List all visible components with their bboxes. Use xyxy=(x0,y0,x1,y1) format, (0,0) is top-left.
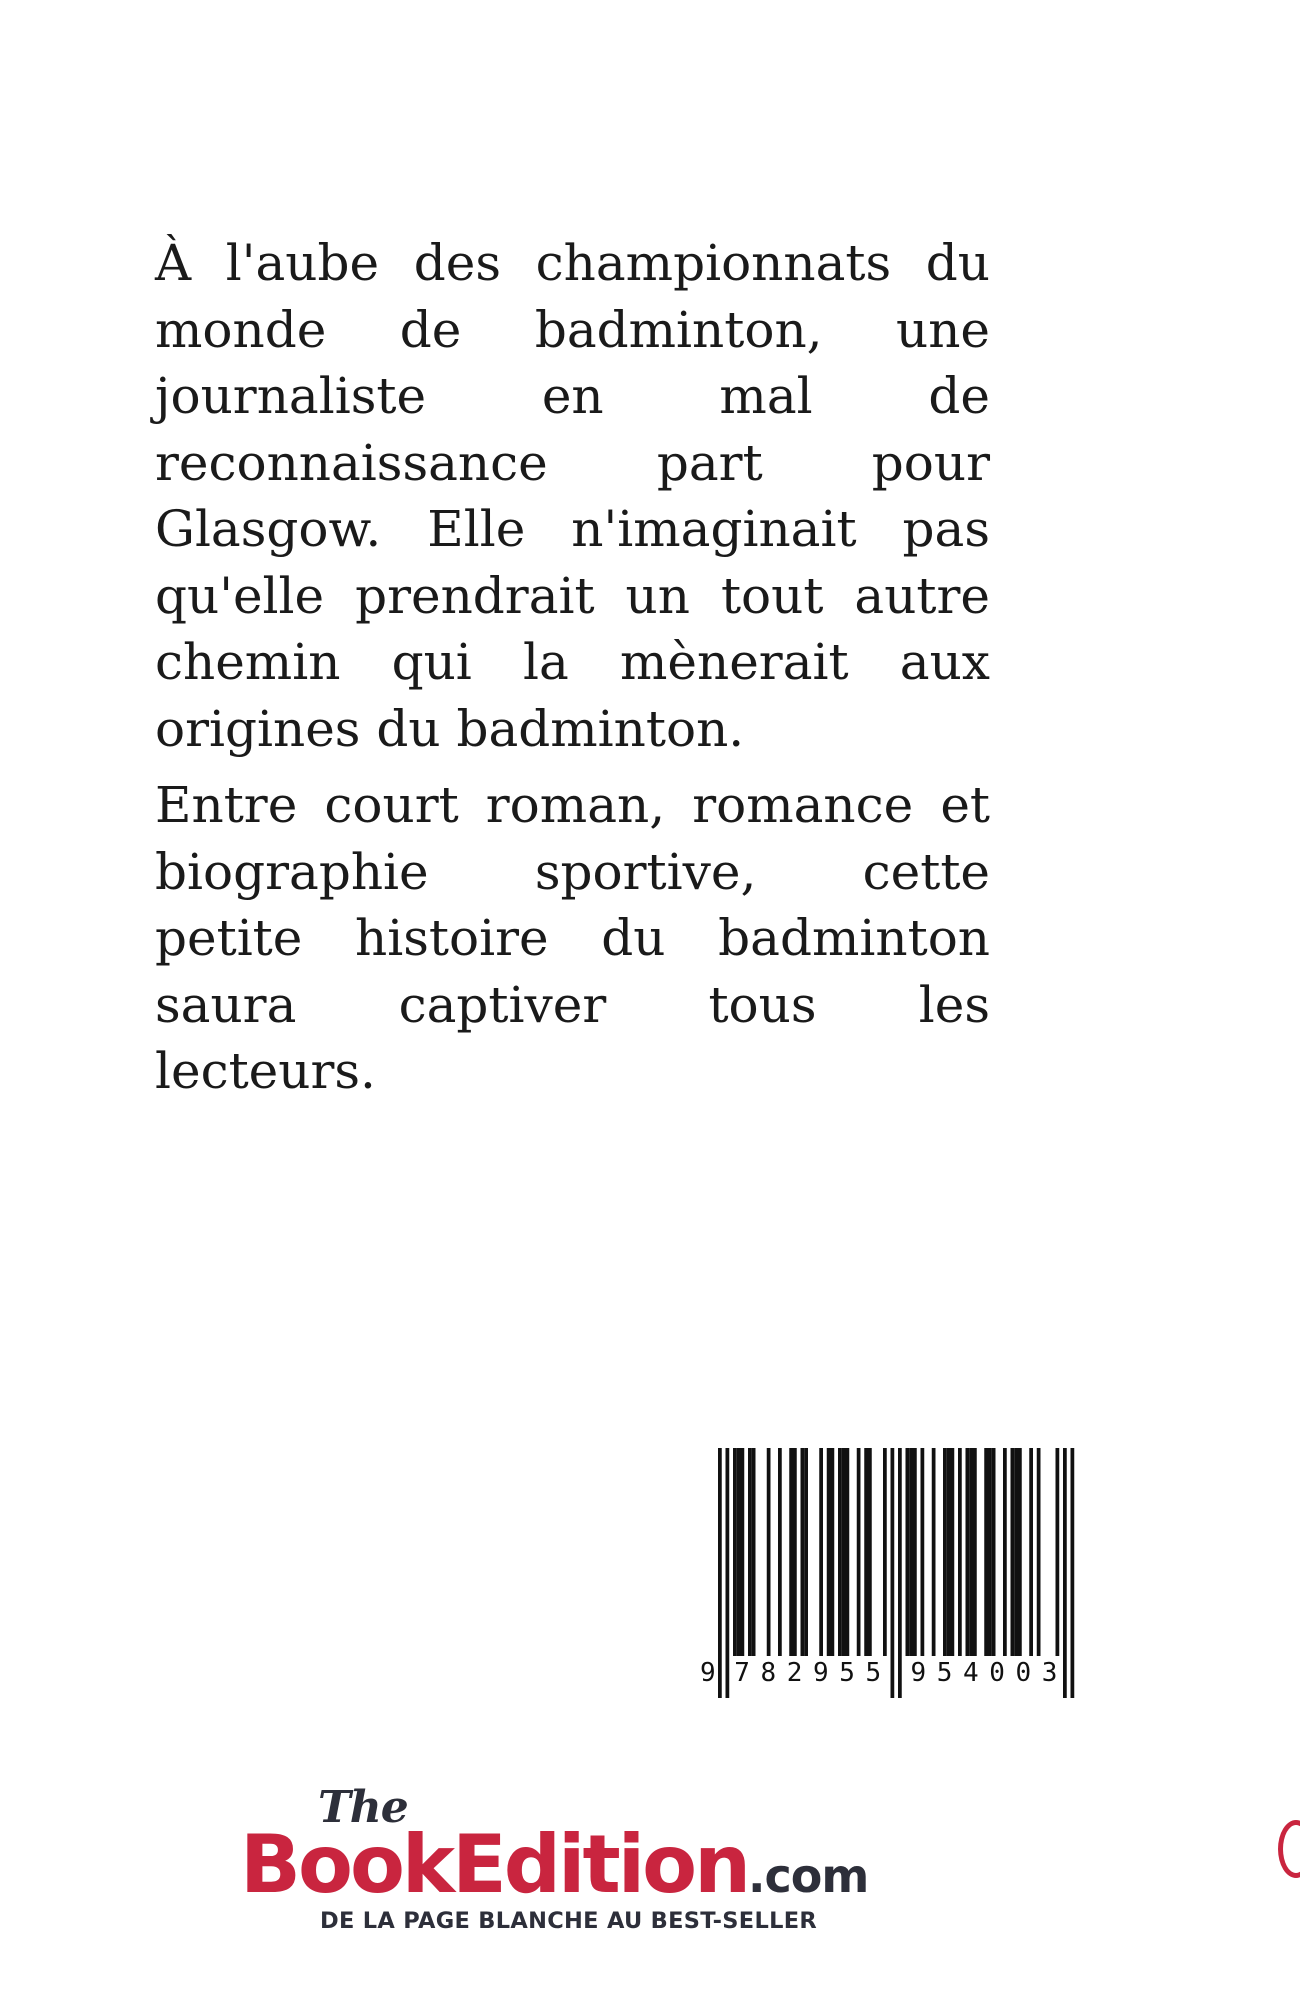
barcode-bar xyxy=(1037,1448,1041,1656)
barcode-digit: 0 xyxy=(989,1658,1005,1688)
cropped-logo-mark-icon xyxy=(1278,1820,1300,1878)
barcode-bar xyxy=(909,1448,913,1656)
barcode-bar xyxy=(819,1448,823,1656)
barcode-bar xyxy=(921,1448,925,1656)
barcode-bar xyxy=(831,1448,835,1656)
barcode-digit: 5 xyxy=(936,1658,953,1688)
barcode-bar xyxy=(1014,1448,1018,1656)
logo-book: Book xyxy=(240,1818,453,1911)
blurb-paragraph xyxy=(155,230,990,762)
blurb-line: Entre court roman, romance et xyxy=(155,776,990,834)
blurb-line: qu'elle prendrait un tout autre xyxy=(155,566,990,625)
barcode-digit: 0 xyxy=(1015,1658,1032,1688)
blurb-line: petite histoire du badminton xyxy=(155,909,990,967)
blurb-line: Glasgow. Elle n'imaginait pas xyxy=(155,500,990,558)
barcode-digits xyxy=(698,1658,1118,1692)
barcode-digit: 9 xyxy=(910,1658,927,1688)
barcode-bar xyxy=(767,1448,771,1656)
back-cover-blurb xyxy=(155,230,990,1115)
logo-dotcom: .com xyxy=(748,1849,869,1903)
barcode-digit: 5 xyxy=(865,1658,882,1688)
barcode-digit: 4 xyxy=(963,1658,979,1688)
blurb-line: lecteurs. xyxy=(155,1042,376,1100)
barcode-digit: 9 xyxy=(700,1658,716,1688)
barcode-bar xyxy=(913,1448,917,1656)
barcode-bar xyxy=(778,1448,782,1656)
barcode-bar xyxy=(992,1448,996,1656)
barcode-bar xyxy=(827,1448,831,1656)
barcode-digit: 2 xyxy=(786,1658,803,1688)
barcode-bar xyxy=(864,1448,868,1656)
blurb-line: saura captiver tous les xyxy=(155,975,990,1034)
barcode-bar xyxy=(748,1448,752,1656)
barcode-bar xyxy=(793,1448,797,1656)
barcode-digit: 3 xyxy=(1041,1658,1058,1688)
barcode-bar xyxy=(801,1448,805,1656)
barcode-bar xyxy=(804,1448,808,1656)
barcode-bar xyxy=(951,1448,955,1656)
barcode-bar xyxy=(733,1448,737,1656)
blurb-line: biographie sportive, cette xyxy=(155,842,990,901)
blurb-line: journaliste en mal de xyxy=(155,367,990,425)
barcode-bar xyxy=(857,1448,861,1656)
barcode-bar xyxy=(943,1448,947,1656)
blurb-line: monde de badminton, une xyxy=(155,300,990,359)
barcode-bar xyxy=(1018,1448,1022,1656)
barcode-bar xyxy=(737,1448,741,1656)
barcode-bar xyxy=(973,1448,977,1656)
barcode-bar xyxy=(741,1448,745,1656)
barcode-bar xyxy=(789,1448,793,1656)
blurb-paragraph xyxy=(155,772,990,1105)
logo-the: The xyxy=(318,1782,408,1833)
blurb-line: reconnaissance part pour xyxy=(155,433,990,492)
barcode-bar xyxy=(842,1448,846,1656)
logo-wordmark xyxy=(240,1818,868,1911)
barcode-bar xyxy=(958,1448,962,1656)
barcode-bar xyxy=(838,1448,842,1656)
barcode-digit: 9 xyxy=(813,1658,829,1688)
barcode-bar xyxy=(947,1448,951,1656)
barcode-bar xyxy=(883,1448,887,1656)
barcode-bar xyxy=(932,1448,936,1656)
barcode-bar xyxy=(1056,1448,1060,1656)
barcode-digit: 8 xyxy=(760,1658,777,1688)
barcode-bar xyxy=(988,1448,992,1656)
barcode-bar xyxy=(966,1448,970,1656)
blurb-line: chemin qui la mènerait aux xyxy=(155,633,990,691)
barcode-bar xyxy=(906,1448,910,1656)
barcode-bar xyxy=(984,1448,988,1656)
barcode-digit: 7 xyxy=(734,1658,750,1688)
publisher-logo xyxy=(240,1782,960,1942)
barcode-bar xyxy=(752,1448,756,1656)
barcode-bar xyxy=(846,1448,850,1656)
barcode-bar xyxy=(969,1448,973,1656)
logo-edition: Edition xyxy=(452,1818,749,1911)
blurb-line: origines du badminton. xyxy=(155,699,745,758)
barcode-bar xyxy=(868,1448,872,1656)
logo-tagline: DE LA PAGE BLANCHE AU BEST-SELLER xyxy=(320,1908,818,1934)
barcode-bar xyxy=(1011,1448,1015,1656)
blurb-line: À l'aube des championnats du xyxy=(155,234,990,292)
barcode-digit: 5 xyxy=(839,1658,855,1688)
barcode-bar xyxy=(1003,1448,1007,1656)
barcode-bar xyxy=(1029,1448,1033,1656)
